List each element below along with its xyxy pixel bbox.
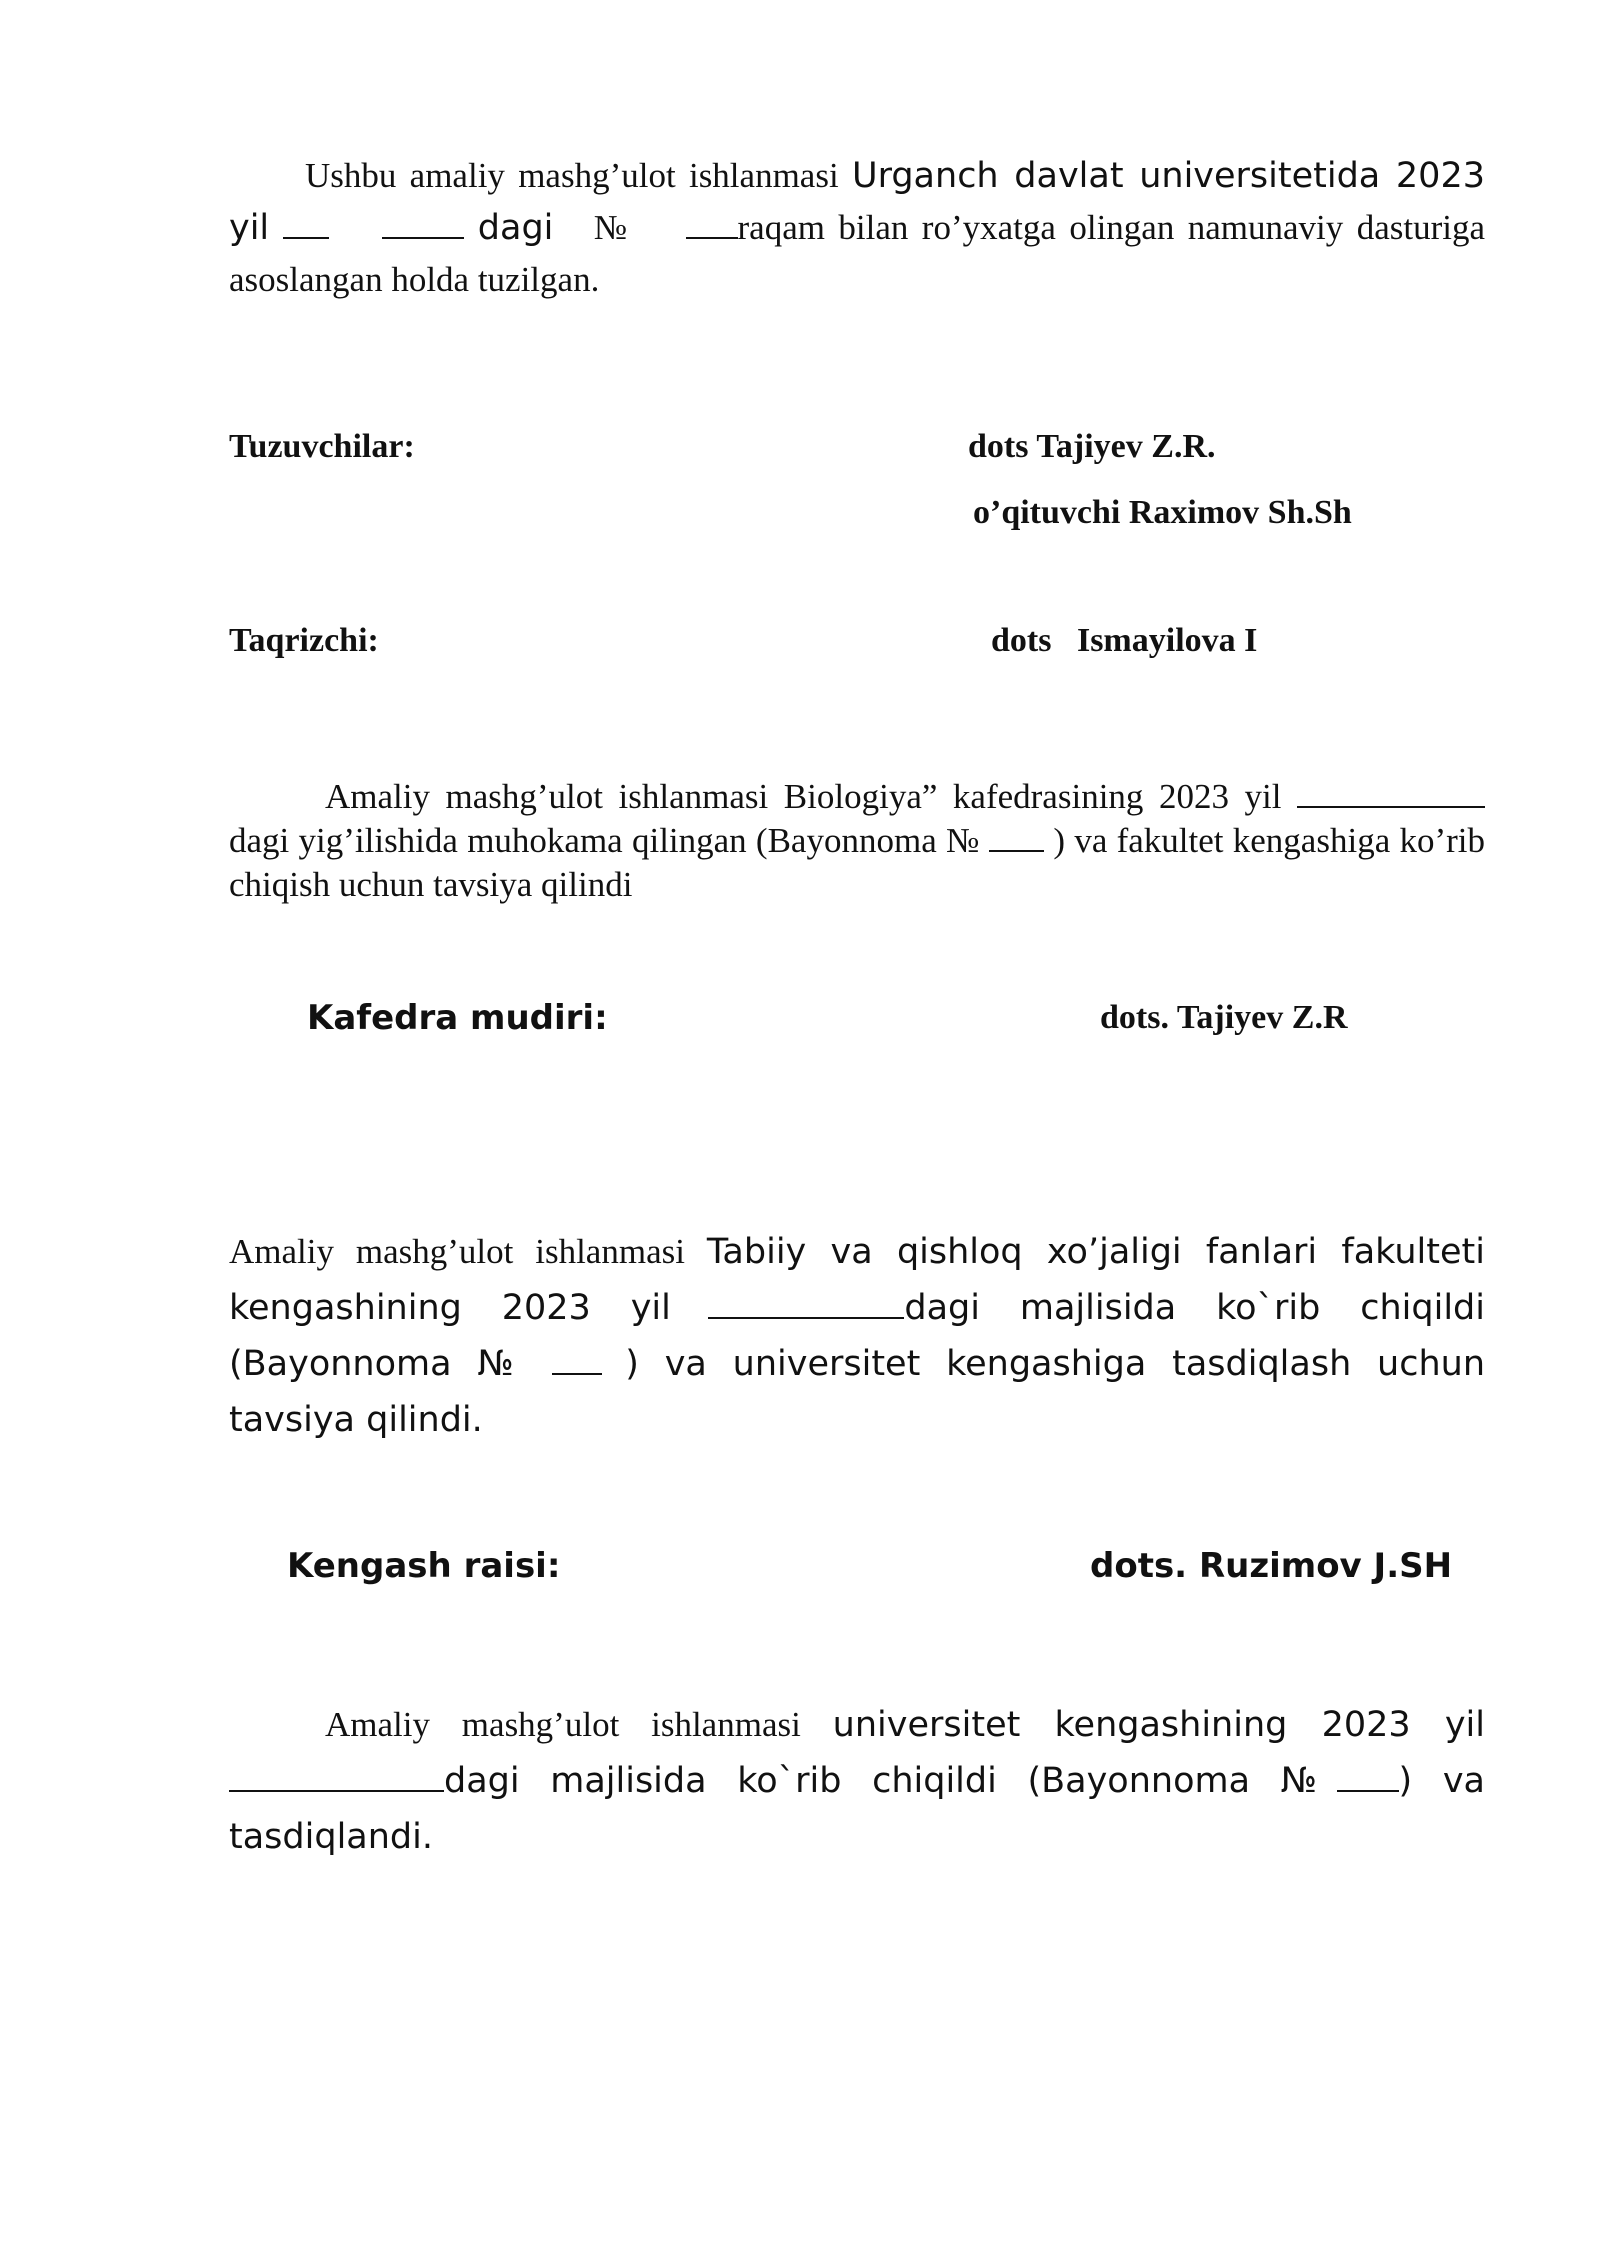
compiler-name-1: dots Tajiyev Z.R. — [968, 428, 1216, 465]
blank-date — [229, 1789, 444, 1792]
blank-protocol — [552, 1372, 602, 1375]
council-chair-name: dots. Ruzimov J.SH — [1090, 1546, 1453, 1586]
department-paragraph — [229, 775, 1485, 907]
intro-text-d: № — [593, 208, 632, 247]
blank-protocol — [1337, 1789, 1399, 1792]
compiler-name-2: o’qituvchi Raximov Sh.Sh — [973, 494, 1352, 531]
blank-protocol — [989, 849, 1044, 852]
department-text-c: ) va fakultet kengashiga ko’rib chiqish uchun tavsiya qilindi — [229, 821, 1486, 904]
blank-date — [1297, 805, 1485, 808]
reviewer-name: dots Ismayilova I — [991, 622, 1258, 659]
university-text-d: ) va tasdiqlandi. — [229, 1761, 1485, 1857]
intro-text-e: raqam bilan ro’yxatga olingan namunaviy dasturiga asoslangan holda tuzilgan. — [229, 208, 1486, 299]
faculty-text-a: Amaliy mashg’ulot ishlanmasi — [229, 1232, 685, 1271]
faculty-text-b: Tabiiy va qishloq xo’jaligi fanlari fakulteti kengashining 2023 yil — [229, 1232, 1485, 1328]
intro-text-a: Ushbu amaliy mashg’ulot ishlanmasi — [305, 156, 839, 195]
compilers-label: Tuzuvchilar: — [229, 428, 415, 465]
department-text-a: Amaliy mashg’ulot ishlanmasi Biologiya” kafedrasining 2023 yil — [325, 777, 1282, 816]
reviewer-label: Taqrizchi: — [229, 622, 379, 659]
blank-month — [382, 236, 464, 239]
blank-number — [686, 236, 738, 239]
university-paragraph — [229, 1697, 1485, 1865]
council-chair-label: Kengash raisi: — [287, 1546, 561, 1586]
university-text-b: universitet kengashining 2023 yil — [832, 1705, 1485, 1745]
intro-text-b: Urganch davlat universitetida 2023 yil — [229, 156, 1485, 248]
intro-paragraph — [229, 150, 1485, 305]
department-head-label: Kafedra mudiri: — [307, 998, 608, 1038]
university-text-a: Amaliy mashg’ulot ishlanmasi — [325, 1705, 801, 1744]
department-text-b: dagi yig’ilishida muhokama qilingan (Bayonnoma № — [229, 821, 980, 860]
faculty-text-c: dagi majlisida ko`rib chiqildi (Bayonnoma № — [229, 1288, 1485, 1384]
blank-day — [283, 236, 329, 239]
department-head-name: dots. Tajiyev Z.R — [1100, 999, 1348, 1036]
blank-date — [708, 1316, 904, 1319]
university-text-c: dagi majlisida ko`rib chiqildi (Bayonnoma № — [444, 1761, 1337, 1801]
faculty-text-d: ) va universitet kengashiga tasdiqlash uchun tavsiya qilindi. — [229, 1344, 1486, 1440]
intro-text-c: dagi — [477, 208, 554, 248]
faculty-paragraph — [229, 1224, 1485, 1448]
